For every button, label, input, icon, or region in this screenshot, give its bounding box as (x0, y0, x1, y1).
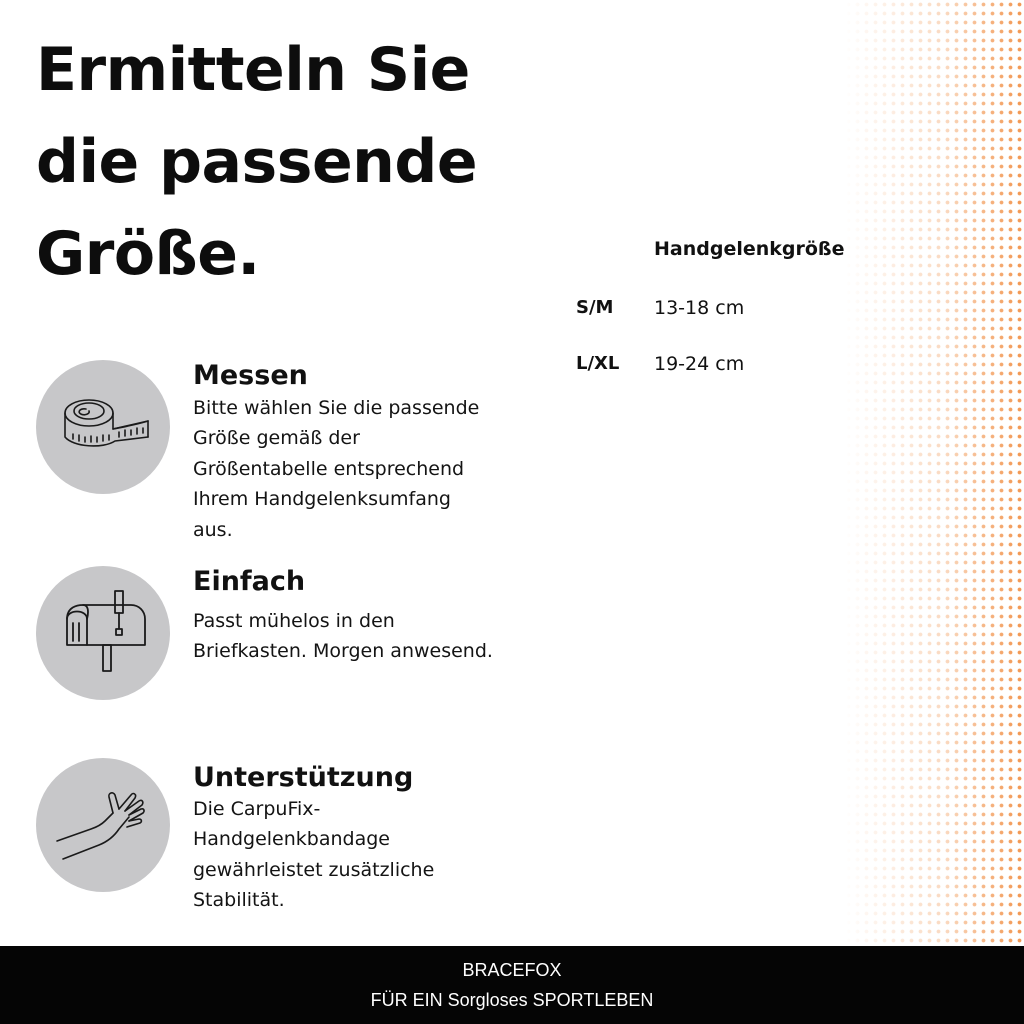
footer-bar (0, 946, 1024, 1024)
feature-title-support: Unterstützung (193, 762, 414, 793)
hand-icon (36, 758, 170, 892)
page-headline (36, 24, 477, 300)
feature-text-measure: Bitte wählen Sie die passende Größe gemäß der Größentabelle entsprechend Ihrem Handgelenksumfang aus. (193, 397, 480, 541)
size-range: 19-24 cm (654, 353, 745, 375)
size-table-header: Handgelenkgröße (654, 238, 845, 260)
size-label: L/XL (576, 353, 620, 374)
feature-text-support: Die CarpuFix-Handgelenkbandage gewährleistet zusätzliche Stabilität. (193, 798, 435, 912)
size-label: S/M (576, 297, 614, 318)
orange-dot-pattern (844, 0, 1024, 960)
size-range: 13-18 cm (654, 297, 745, 319)
headline-line-2: die passende (36, 127, 478, 197)
feature-text-simple: Passt mühelos in den Briefkasten. Morgen anwesend. (193, 610, 493, 663)
headline-line-1: Ermitteln Sie (36, 35, 470, 105)
tape-measure-icon (36, 360, 170, 494)
footer-tagline: FÜR EIN Sorgloses SPORTLEBEN (370, 990, 654, 1010)
feature-title-measure: Messen (193, 360, 308, 391)
footer-brand: BRACEFOX (462, 960, 562, 980)
mailbox-icon (36, 566, 170, 700)
headline-line-3: Größe. (36, 219, 260, 289)
feature-title-simple: Einfach (193, 566, 306, 597)
